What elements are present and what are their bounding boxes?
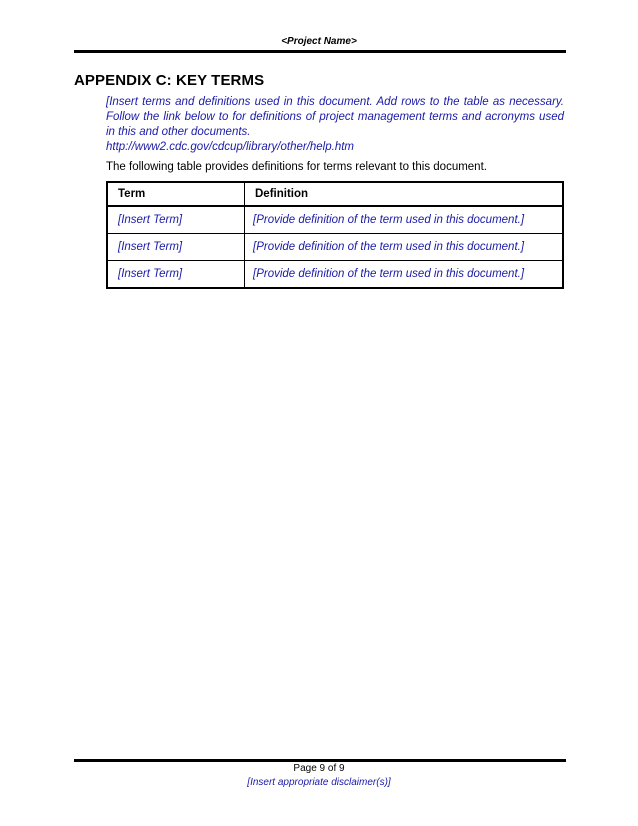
footer-disclaimer: [Insert appropriate disclaimer(s)] [247,777,391,788]
term-cell: [Insert Term] [107,206,245,234]
footer-rule [74,759,566,762]
column-header-term: Term [107,182,245,206]
definition-cell: [Provide definition of the term used in this document.] [245,234,564,261]
term-cell: [Insert Term] [107,261,245,289]
appendix-title: APPENDIX C: KEY TERMS [74,72,265,89]
table-row [107,206,563,234]
table-intro-text: The following table provides definitions for terms relevant to this document. [106,161,487,173]
table-header-row [107,182,563,206]
instructions-text: [Insert terms and definitions used in this document. Add rows to the table as necessary. Follow the link below to for definitions of project management terms and acronyms used in this and other documents. [106,96,564,138]
term-cell: [Insert Term] [107,234,245,261]
definition-cell: [Provide definition of the term used in this document.] [245,261,564,289]
definition-cell: [Provide definition of the term used in this document.] [245,206,564,234]
column-header-definition: Definition [245,182,564,206]
help-link[interactable]: http://www2.cdc.gov/cdcup/library/other/help.htm [106,141,355,153]
page-number: Page 9 of 9 [293,763,345,774]
table-row [107,261,563,289]
page-header-project-name: <Project Name> [281,36,357,47]
header-rule [74,50,566,53]
table-row [107,234,563,261]
key-terms-table [106,181,564,289]
